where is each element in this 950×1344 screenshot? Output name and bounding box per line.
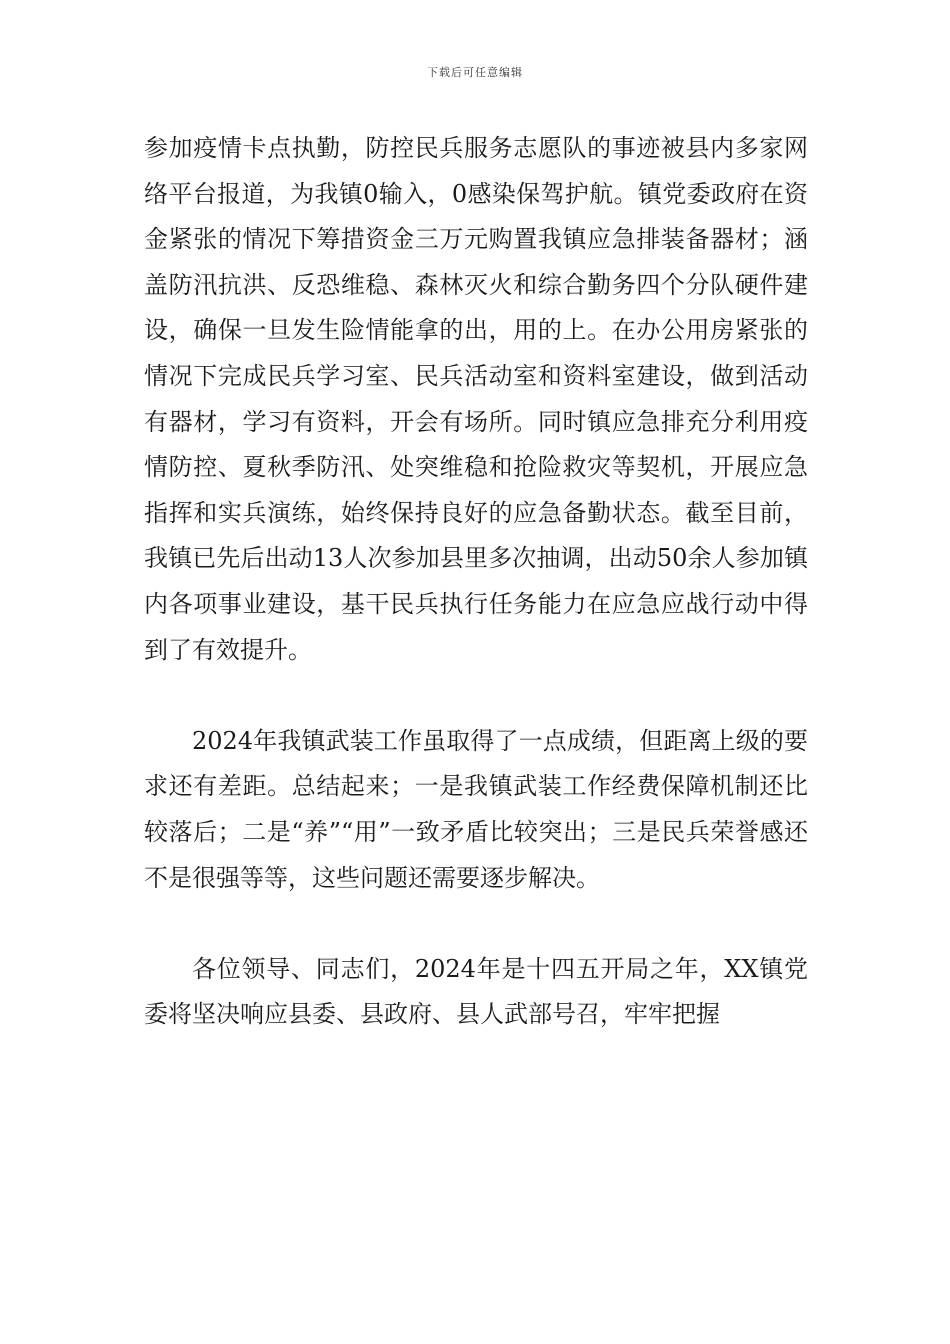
paragraph-continuation: 参加疫情卡点执勤，防控民兵服务志愿队的事迹被县内多家网络平台报道，为我镇0输入，0感染保驾护航。镇党委政府在资金紧张的情况下筹措资金三万元购置我镇应急排装备器材；涵盖防汛抗洪、反恐维稳、森林灭火和综合勤务四个分队硬件建设，确保一旦发生险情能拿的出，用的上。在办公用房紧张的情况下完成民兵学习室、民兵活动室和资料室建设，做到活动有器材，学习有资料，开会有场所。同时镇应急排充分利用疫情防控、夏秋季防汛、处突维稳和抢险救灾等契机，开展应急指挥和实兵演练，始终保持良好的应急备勤状态。截至目前，我镇已先后出动13人次参加县里多次抽调，出动50余人参加镇内各项事业建设，基干民兵执行任务能力在应急应战行动中得到了有效提升。 bbox=[144, 134, 808, 664]
paragraph-outlook: 各位领导、同志们，2024年是十四五开局之年，XX镇党委将坚决响应县委、县政府、县人武部号召，牢牢把握 bbox=[144, 954, 808, 1029]
paragraph-shortcomings: 2024年我镇武装工作虽取得了一点成绩，但距离上级的要求还有差距。总结起来；一是我镇武装工作经费保障机制还比较落后；二是“养”“用”一致矛盾比较突出；三是民兵荣誉感还不是很强等等，这些问题还需要逐步解决。 bbox=[144, 726, 808, 892]
document-body bbox=[144, 126, 808, 1038]
page-header-note: 下载后可任意编辑 bbox=[427, 66, 523, 79]
